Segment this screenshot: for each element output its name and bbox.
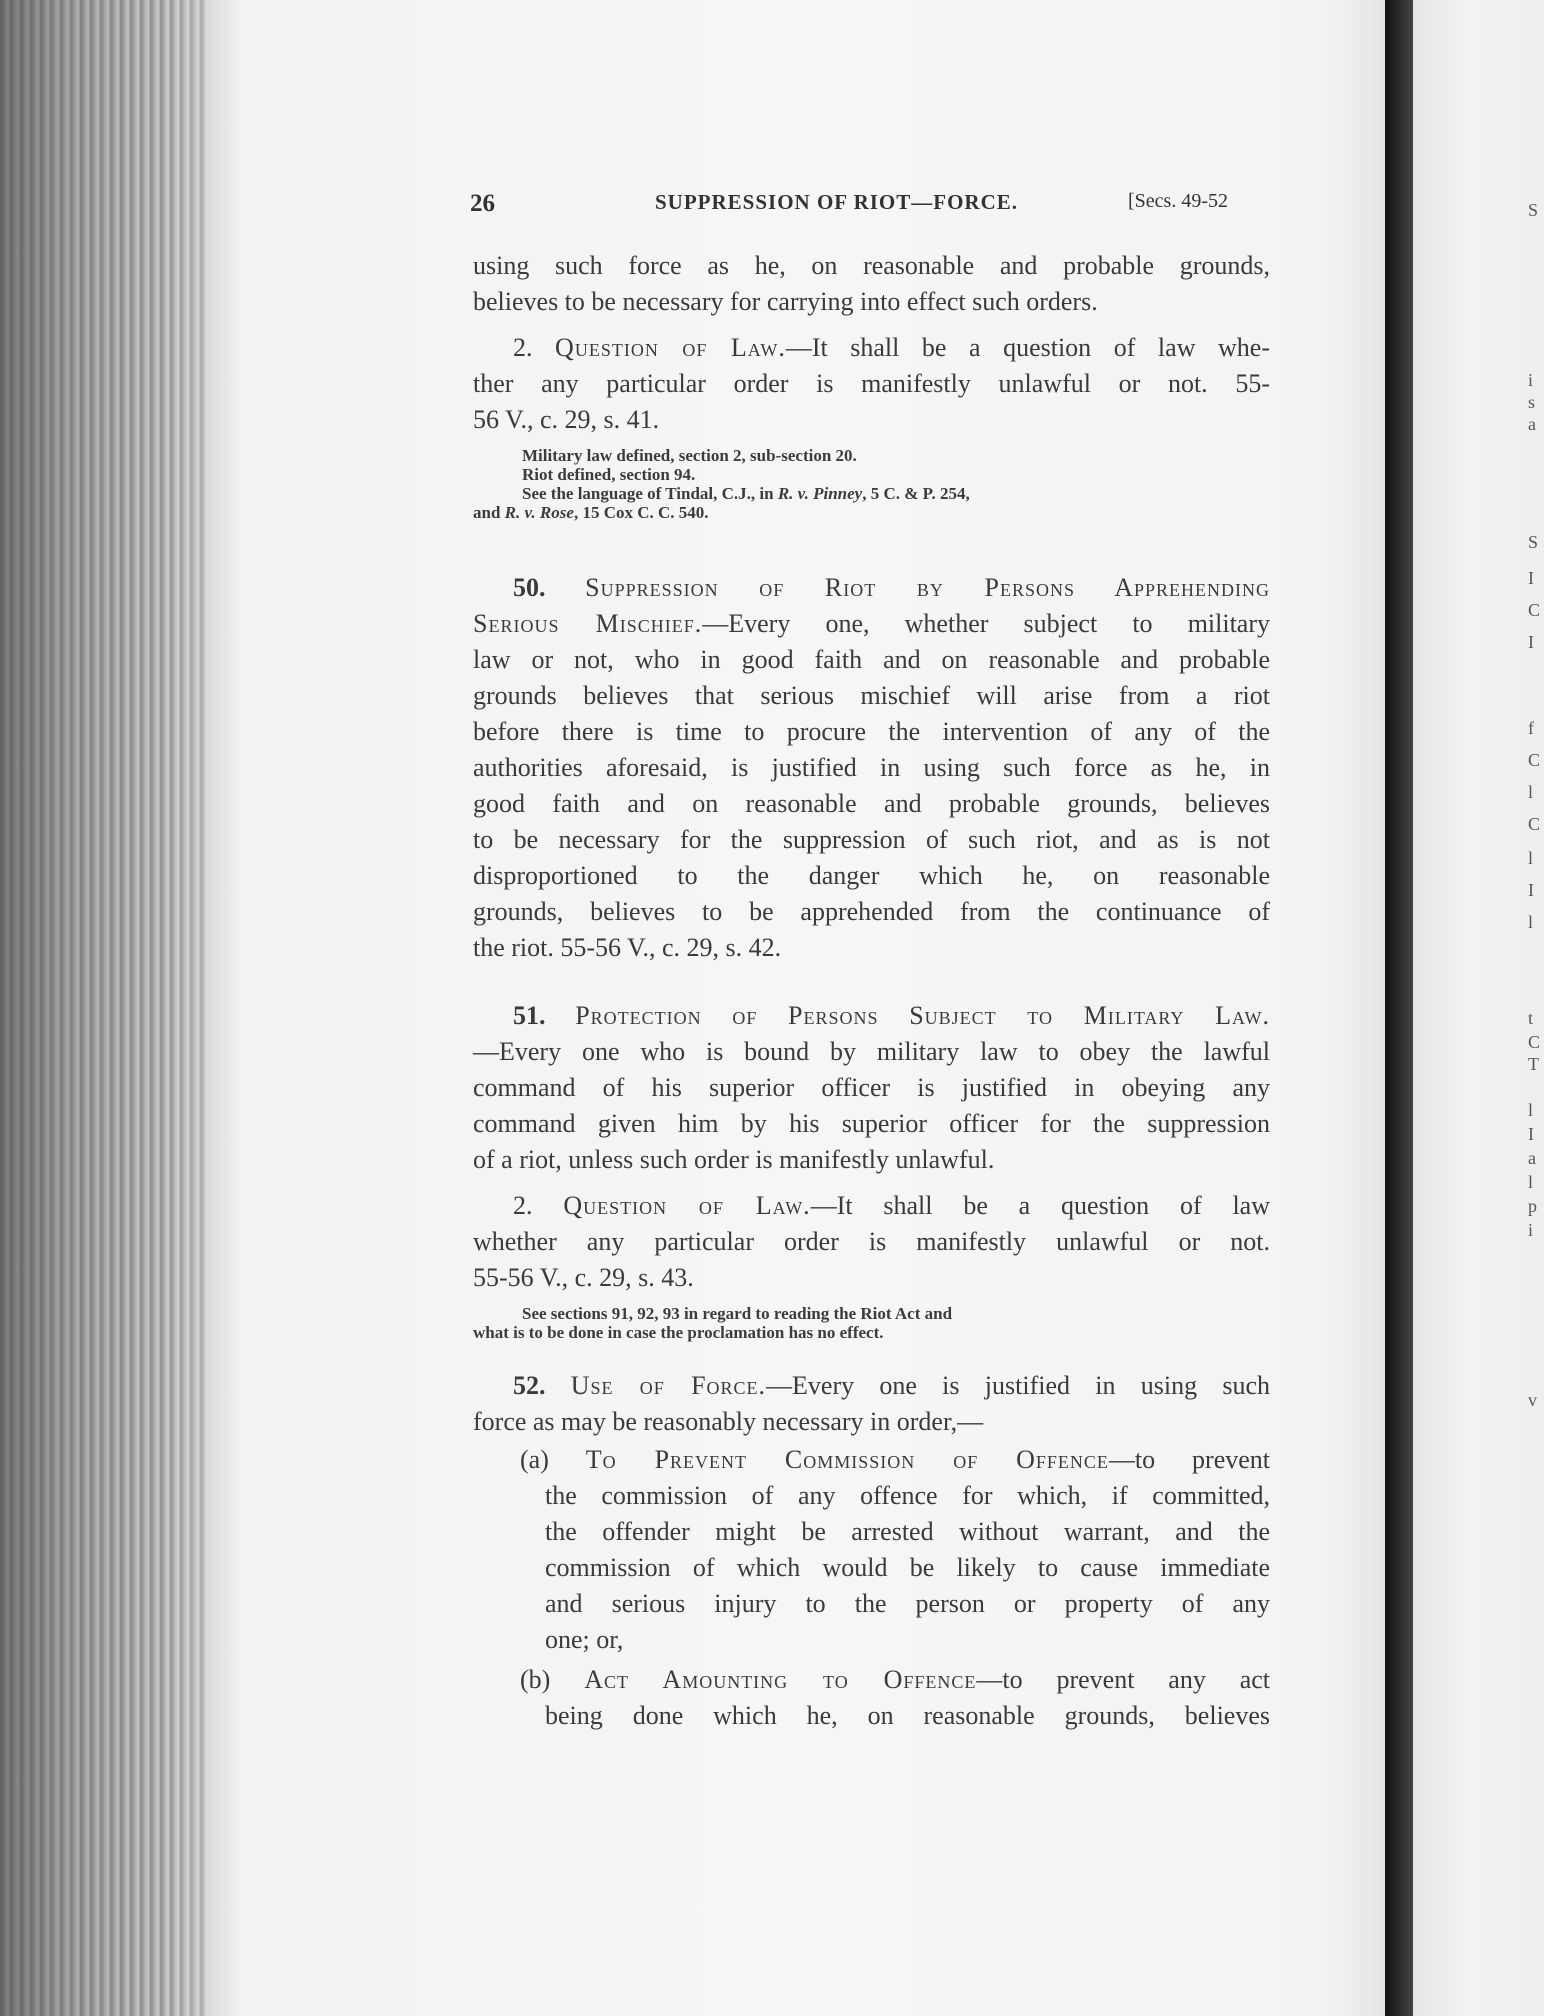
text-line	[473, 608, 1270, 640]
clause-a-line	[520, 1444, 1270, 1476]
subsection-heading: Question of Law.	[555, 333, 786, 362]
running-title: SUPPRESSION OF RIOT—FORCE.	[655, 190, 1019, 214]
section-range: [Secs. 49-52	[1128, 190, 1228, 212]
text-line: disproportioned to the danger which he, on reasonable	[473, 861, 1270, 890]
annotation-text: , 5 C. & P. 254,	[862, 484, 970, 503]
subsection-text: —It shall be a question of law whe-	[785, 333, 1270, 362]
section-number: 51.	[513, 1001, 546, 1030]
subsection-number: 2.	[513, 1191, 533, 1220]
clause-b-line	[520, 1664, 1270, 1696]
facing-page-fragment: l	[1528, 1100, 1534, 1120]
section-heading: Serious Mischief.	[473, 609, 703, 638]
section-text: —Every one, whether subject to military	[702, 609, 1271, 638]
facing-page-fragment: l	[1528, 848, 1534, 868]
subsection-number: 2.	[513, 333, 533, 362]
text-line: whether any particular order is manifestly unlawful or not.	[473, 1227, 1270, 1256]
facing-page-fragment: s	[1528, 392, 1536, 412]
facing-page-fragment: l	[1528, 1172, 1534, 1192]
clause-label: (a)	[520, 1445, 549, 1474]
facing-page-fragment: l	[1528, 782, 1534, 802]
case-name: R. v. Rose	[504, 503, 574, 522]
annotation-text: and	[473, 503, 505, 522]
text-line: to be necessary for the suppression of such riot, and as is not	[473, 825, 1270, 854]
annotation-text: See the language of Tindal, C.J., in	[522, 484, 778, 503]
annotation-line: See sections 91, 92, 93 in regard to reading the Riot Act and	[522, 1304, 953, 1323]
section-text: —Every one is justified in using such	[766, 1371, 1270, 1400]
text-line: commission of which would be likely to cause immediate	[545, 1553, 1270, 1582]
section-number: 52.	[513, 1371, 546, 1400]
facing-page-fragment: l	[1528, 912, 1534, 932]
text-line: command of his superior officer is justified in obeying any	[473, 1073, 1270, 1102]
section-heading: Suppression of Riot by Persons Apprehending	[585, 573, 1270, 602]
text-line: the riot. 55-56 V., c. 29, s. 42.	[473, 933, 782, 962]
clause-heading: Act Amounting to Offence	[584, 1665, 977, 1694]
clause-text: —to prevent any act	[976, 1665, 1271, 1694]
subsection-heading: Question of Law.	[563, 1191, 811, 1220]
facing-page-fragment: I	[1528, 880, 1534, 900]
annotation-line: Riot defined, section 94.	[522, 465, 696, 484]
clause-text: —to prevent	[1108, 1445, 1271, 1474]
text-line: law or not, who in good faith and on reasonable and probable	[473, 645, 1270, 674]
text-line: the commission of any offence for which, if committed,	[545, 1481, 1270, 1510]
facing-page-fragment: T	[1528, 1054, 1539, 1074]
section-number: 50.	[513, 573, 546, 602]
facing-page-fragment: v	[1528, 1390, 1537, 1410]
page-stack-edge	[0, 0, 205, 2016]
text-line: ther any particular order is manifestly unlawful or not. 55-	[473, 369, 1270, 398]
subsection-2-line	[513, 332, 1270, 364]
case-name: R. v. Pinney	[777, 484, 863, 503]
text-line: 55-56 V., c. 29, s. 43.	[473, 1263, 694, 1292]
facing-page-fragment: a	[1528, 414, 1536, 434]
facing-page-fragment: i	[1528, 1220, 1534, 1240]
text-line: the offender might be arrested without warrant, and the	[545, 1517, 1270, 1546]
clause-label: (b)	[520, 1665, 551, 1694]
facing-page-fragment: C	[1528, 1032, 1541, 1052]
facing-page-fragment: f	[1528, 718, 1534, 738]
text-line: being done which he, on reasonable grounds, believes	[545, 1701, 1270, 1730]
facing-page-fragment: I	[1528, 1124, 1534, 1144]
facing-page-fragment: S	[1528, 200, 1539, 220]
facing-page-fragment: C	[1528, 814, 1541, 834]
text-line: of a riot, unless such order is manifestly unlawful.	[473, 1145, 995, 1174]
clause-heading: To Prevent Commission of Offence	[585, 1445, 1109, 1474]
facing-page	[1413, 0, 1544, 2016]
facing-page-fragment: a	[1528, 1148, 1536, 1168]
text-line: grounds believes that serious mischief will arise from a riot	[473, 681, 1270, 710]
text-line: —Every one who is bound by military law to obey the lawful	[473, 1037, 1270, 1066]
text-line: before there is time to procure the intervention of any of the	[473, 717, 1270, 746]
facing-page-fragment: S	[1528, 532, 1539, 552]
text-line: believes to be necessary for carrying into effect such orders.	[473, 287, 1098, 316]
text-line: good faith and on reasonable and probable grounds, believes	[473, 789, 1270, 818]
facing-page-fragment: t	[1528, 1008, 1534, 1028]
facing-page-fragment: I	[1528, 568, 1534, 588]
facing-page-fragment: C	[1528, 600, 1541, 620]
text-line: force as may be reasonably necessary in order,—	[473, 1407, 984, 1436]
book-gutter	[1385, 0, 1413, 2016]
annotation-line: Military law defined, section 2, sub-section 20.	[522, 446, 857, 465]
subsection-2-line	[513, 1190, 1270, 1222]
facing-page-fragment: p	[1528, 1196, 1537, 1216]
text-line: using such force as he, on reasonable and probable grounds,	[473, 251, 1270, 280]
section-50-heading-line	[513, 572, 1270, 604]
annotation-line	[473, 503, 709, 522]
section-52-heading-line	[513, 1370, 1270, 1402]
facing-page-fragment: I	[1528, 632, 1534, 652]
annotation-text: , 15 Cox C. C. 540.	[573, 503, 709, 522]
text-line: 56 V., c. 29, s. 41.	[473, 405, 660, 434]
subsection-text: —It shall be a question of law	[810, 1191, 1270, 1220]
facing-page-text	[1528, 0, 1544, 2016]
facing-page-fragment: i	[1528, 370, 1534, 390]
section-heading: Use of Force.	[570, 1371, 767, 1400]
text-line: one; or,	[545, 1625, 624, 1654]
section-heading: Protection of Persons Subject to Military Law.	[575, 1001, 1271, 1030]
page-number: 26	[470, 190, 495, 217]
text-line: authorities aforesaid, is justified in using such force as he, in	[473, 753, 1270, 782]
annotation-line: what is to be done in case the proclamation has no effect.	[473, 1323, 884, 1342]
text-line: command given him by his superior officer for the suppression	[473, 1109, 1270, 1138]
text-line: and serious injury to the person or property of any	[545, 1589, 1270, 1618]
text-line: grounds, believes to be apprehended from the continuance of	[473, 897, 1270, 926]
facing-page-fragment: C	[1528, 750, 1541, 770]
annotation-line	[522, 484, 970, 503]
section-51-heading-line	[513, 1000, 1270, 1032]
